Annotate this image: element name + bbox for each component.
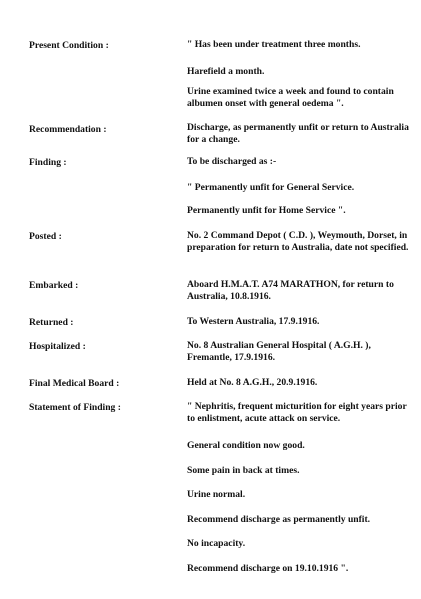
field-label-recommendation: Recommendation : [29,124,107,135]
field-label-final-medical-board: Final Medical Board : [29,378,120,389]
present-condition-line-3: Urine examined twice a week and found to contain albumen onset with general oedema ". [187,86,394,109]
statement-line-4: Urine normal. [187,489,246,500]
statement-line-2: General condition now good. [187,440,305,451]
statement-line-7: Recommend discharge on 19.10.1916 ". [187,563,349,574]
returned-value: To Western Australia, 17.9.1916. [187,316,320,327]
statement-line-3: Some pain in back at times. [187,465,300,476]
embarked-value: Aboard H.M.A.T. A74 MARATHON, for return to Australia, 10.8.1916. [187,279,394,302]
posted-value: No. 2 Command Depot ( C.D. ), Weymouth, Dorset, in preparation for return to Australia, date not specified. [187,230,409,253]
field-label-hospitalized: Hospitalized : [29,341,86,352]
present-condition-line-1: " Has been under treatment three months. [187,39,361,50]
field-label-finding: Finding : [29,157,67,168]
present-condition-line-2: Harefield a month. [187,66,265,77]
statement-line-5: Recommend discharge as permanently unfit. [187,514,371,525]
statement-line-6: No incapacity. [187,538,246,549]
final-medical-board-value: Held at No. 8 A.G.H., 20.9.1916. [187,377,318,388]
hospitalized-value: No. 8 Australian General Hospital ( A.G.H. ), Fremantle, 17.9.1916. [187,340,371,363]
recommendation-value: Discharge, as permanently unfit or return to Australia for a change. [187,122,409,145]
statement-line-1: " Nephritis, frequent micturition for eight years prior to enlistment, acute attack on service. [187,401,407,424]
finding-line-1: To be discharged as :- [187,156,277,167]
field-label-embarked: Embarked : [29,280,79,291]
field-label-returned: Returned : [29,317,74,328]
field-label-statement-of-finding: Statement of Finding : [29,402,121,413]
field-label-posted: Posted : [29,231,62,242]
finding-line-2: " Permanently unfit for General Service. [187,182,355,193]
finding-line-3: Permanently unfit for Home Service ". [187,205,346,216]
field-label-present-condition: Present Condition : [29,40,109,51]
